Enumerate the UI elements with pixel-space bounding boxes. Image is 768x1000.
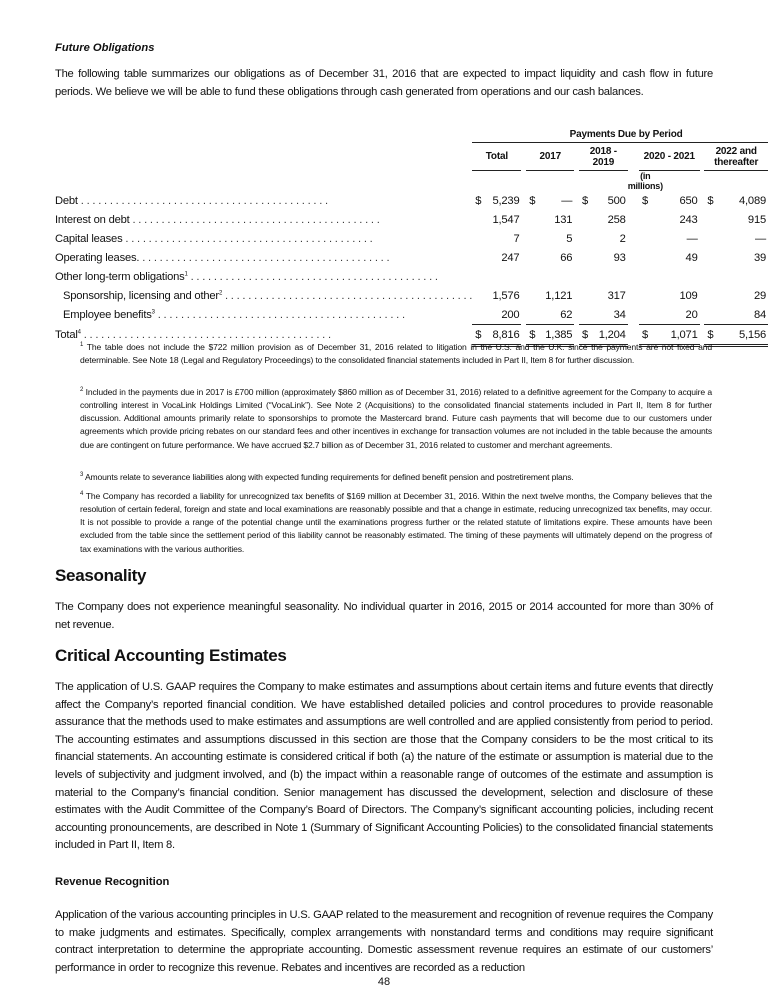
cell-value: 7: [513, 232, 520, 245]
cell-value: 1,071: [663, 325, 700, 346]
currency-sign: [704, 286, 718, 305]
currency-sign: [579, 305, 593, 325]
cell-value: 2: [619, 232, 626, 245]
cell-value: 650: [679, 194, 698, 207]
cell-value: 1,121: [545, 289, 573, 302]
row-label: Capital leases: [55, 232, 123, 245]
row-label: Employee benefits: [63, 308, 152, 321]
cell-value: 247: [501, 251, 520, 264]
currency-sign: [579, 248, 593, 267]
col-header: 2022 and thereafter: [704, 143, 768, 171]
cell-value: —: [561, 194, 573, 207]
footnote-ref: 3: [151, 309, 155, 316]
footnote-text: The Company has recorded a liability for unrecognized tax benefits of $169 million at December 31, 2016. Within the next twelve months, the Company believes that the resolution of certain federal, foreign and state and local examinations are reasonably possible and that a change in estimate, reducing unrecognized tax benefits, may occur. It is not possible to provide a range of the potential change until the examinations progress further or the related statute of limitations expire. These amounts have been excluded from the table since the settlement period of this liability cannot be reasonably estimated. The timing of these payments will ultimately depend on the progress of tax examinations with the various authorities.: [80, 490, 712, 554]
cell-value: [540, 267, 574, 286]
cell-value: 5,156: [719, 325, 768, 346]
table-row: [55, 229, 768, 248]
seasonality-paragraph: The Company does not experience meaningful seasonality. No individual quarter in 2016, 2015 or 2014 accounted for more than 30% of net revenue.: [55, 601, 713, 631]
future-obligations-heading: Future Obligations: [55, 42, 155, 54]
footnote: [80, 384, 712, 452]
currency-sign: [526, 286, 540, 305]
cell-value: 62: [560, 308, 573, 321]
cell-value: 200: [501, 308, 520, 321]
cell-value: 1,547: [492, 213, 520, 226]
currency-sign: [472, 305, 486, 325]
currency-sign: [579, 210, 593, 229]
currency-sign: [639, 305, 663, 325]
footnote-ref: 2: [218, 289, 223, 296]
revenue-recognition-heading: Revenue Recognition: [55, 876, 170, 888]
currency-sign: [579, 229, 593, 248]
row-label: Total: [55, 329, 78, 341]
currency-sign: $: [472, 325, 486, 346]
footnote-ref: 1: [184, 270, 188, 277]
leader-dots: . . . . . . . . . . . . . . . . . . . . . . . . . . . . . . . . . . . . . . . . . . .: [77, 194, 328, 207]
currency-sign: $: [707, 194, 714, 207]
seasonality-heading: Seasonality: [55, 566, 147, 585]
currency-sign: [639, 267, 663, 286]
footnote: [80, 469, 712, 484]
row-label: Debt: [55, 194, 78, 207]
cell-value: 500: [607, 194, 626, 207]
currency-sign: [704, 267, 718, 286]
row-label: Other long-term obligations: [55, 270, 185, 283]
page-number: 48: [377, 976, 391, 988]
currency-sign: [472, 229, 486, 248]
cell-value: 5: [566, 232, 573, 245]
row-label: Operating leases.: [55, 251, 140, 264]
currency-sign: [472, 267, 486, 286]
currency-sign: [526, 210, 540, 229]
footnote-text: Included in the payments due in 2017 is £700 million (approximately $860 million as of December 31, 2016) related to a definitive agreement for the Company to acquire a controlling interest in VocaLink Holdings Limited (“VocaLink”). See Note 2 (Acquisitions) to the consolidated financial statements included in Part II, Item 8 for further discussion. Additional amounts primarily relate to sponsorships to promote the Mastercard brand. Future cash payments that will become due to our customers under agreements which provide pricing rebates on our standard fees and other incentives in exchange for transaction volumes are not included in the table because the amounts due are contingent on future performance. We have accrued $2.7 billion as of December 31, 2016 related to customer and merchant agreements.: [80, 386, 712, 450]
footnote-text: The table does not include the $722 million provision as of December 31, 2016 related to litigation in the U.S. and the U.K. since the payments are not fixed and determinable. See Note 18 (Legal and Regulatory Proceedings) to the consolidated financial statements included in Part II, Item 8 for further discussion.: [80, 341, 712, 366]
footnote-number: 2: [80, 387, 84, 393]
footnote-number: 3: [80, 472, 84, 478]
cell-value: 49: [685, 251, 698, 264]
cell-value: 258: [607, 213, 626, 226]
cell-value: 4,089: [739, 194, 766, 207]
footnote-number: 1: [80, 342, 84, 348]
currency-sign: $: [639, 325, 663, 346]
leader-dots: . . . . . . . . . . . . . . . . . . . . . . . . . . . . . . . . . . . . . . . . . . .: [129, 213, 380, 226]
critical-estimates-heading: Critical Accounting Estimates: [55, 646, 287, 665]
currency-sign: $: [641, 194, 648, 207]
leader-dots: . . . . . . . . . . . . . . . . . . . . . . . . . . . . . . . . . . . . . . . . . . .: [122, 232, 373, 245]
currency-sign: [526, 305, 540, 325]
cell-value: 84: [753, 308, 766, 321]
footnote: [80, 488, 712, 556]
cell-value: 915: [747, 213, 766, 226]
currency-sign: $: [526, 325, 540, 346]
table-row: [55, 210, 768, 229]
critical-estimates-paragraph: The application of U.S. GAAP requires the Company to make estimates and assumptions about certain items and future events that directly affect the Company’s reported financial condition. We have established detailed policies and control procedures to provide reasonable assurance that the methods used to make estimates and assumptions are well controlled and are applied consistently from period to period. The accounting estimates and assumptions discussed in this section are those that the Company considers to be the most critical to its financial statements. An accounting estimate is considered critical if both (a) the nature of the estimate or assumption is material due to the levels of subjectivity and judgment involved, and (b) the impact within a reasonable range of outcomes of the estimate and assumption is material to the Company’s financial condition. Senior management has discussed the development, selection and disclosure of these estimates with the Audit Committee of the Company’s Board of Directors. The Company’s significant accounting policies, including recent accounting pronouncements, are described in Note 1 (Summary of Significant Accounting Policies) to the consolidated financial statements included in Part II, Item 8.: [55, 681, 713, 852]
currency-sign: [704, 305, 718, 325]
currency-sign: [639, 210, 663, 229]
currency-sign: [472, 286, 486, 305]
currency-sign: [472, 248, 486, 267]
row-label: Sponsorship, licensing and other: [63, 289, 219, 302]
currency-sign: [579, 286, 593, 305]
cell-value: 1,204: [593, 325, 628, 346]
currency-sign: [579, 267, 593, 286]
cell-value: 1,385: [540, 325, 574, 346]
future-obligations-paragraph: The following table summarizes our obligations as of December 31, 2016 that are expected to impact liquidity and cash flow in future periods. We believe we will be able to fund these obligations through cash generated from operations and our cash balances.: [55, 68, 713, 98]
footnote-text: Amounts relate to severance liabilities along with expected funding requirements for defined benefit pension and postretirement plans.: [84, 471, 574, 482]
cell-value: 1,576: [492, 289, 520, 302]
cell-value: [593, 267, 628, 286]
currency-sign: [704, 248, 718, 267]
currency-sign: $: [529, 194, 536, 207]
footnote-ref: 4: [77, 329, 81, 336]
col-header: 2020 - 2021: [639, 143, 700, 171]
leader-dots: . . . . . . . . . . . . . . . . . . . . . . . . . . . . . . . . . . . . . . . . . . .: [187, 270, 438, 283]
currency-sign: $: [582, 194, 589, 207]
revenue-recognition-paragraph: Application of the various accounting principles in U.S. GAAP related to the measurement and recognition of revenue requires the Company to make judgments and estimates. Specifically, complex arrangements with nonstandard terms and conditions may require significant contract interpretation to determine the appropriate accounting. Domestic assessment revenue requires an estimate of our customers’ performance in order to recognize this revenue. Rebates and incentives are recorded as a reduction: [55, 909, 713, 974]
cell-value: 243: [679, 213, 698, 226]
col-header: 2017: [526, 143, 574, 171]
cell-value: 5,239: [492, 194, 520, 207]
footnote-number: 4: [80, 491, 84, 497]
cell-value: 93: [613, 251, 626, 264]
currency-sign: [639, 229, 663, 248]
cell-value: 8,816: [486, 325, 522, 346]
row-label: Interest on debt: [55, 213, 130, 226]
cell-value: [663, 267, 700, 286]
currency-sign: [639, 248, 663, 267]
cell-value: 317: [607, 289, 626, 302]
units-label: (in millions): [627, 171, 663, 191]
footnote: [80, 339, 712, 367]
leader-dots: . . . . . . . . . . . . . . . . . . . . . . . . . . . . . . . . . . . . . . . . . . .: [154, 308, 405, 321]
table-row: [55, 248, 768, 267]
col-header: Total: [472, 143, 521, 171]
leader-dots: . . . . . . . . . . . . . . . . . . . . . . . . . . . . . . . . . . . . . . . . . . .: [222, 289, 473, 302]
cell-value: [719, 267, 768, 286]
cell-value: 34: [613, 308, 626, 321]
cell-value: 20: [685, 308, 698, 321]
currency-sign: $: [704, 325, 718, 346]
cell-value: 29: [753, 289, 766, 302]
currency-sign: [472, 210, 486, 229]
cell-value: [486, 267, 522, 286]
cell-value: —: [755, 232, 766, 245]
currency-sign: [704, 210, 718, 229]
currency-sign: [704, 229, 718, 248]
table-row: [55, 305, 768, 325]
cell-value: 131: [554, 213, 573, 226]
cell-value: —: [686, 232, 698, 245]
cell-value: 109: [679, 289, 698, 302]
currency-sign: [526, 229, 540, 248]
table-row: [55, 191, 768, 210]
table-row: [55, 286, 768, 305]
obligations-table: [55, 126, 768, 347]
leader-dots: . . . . . . . . . . . . . . . . . . . . . . . . . . . . . . . . . . . . . . . . . . .: [139, 251, 390, 264]
col-header: 2018 - 2019: [579, 143, 628, 171]
table-row: [55, 267, 768, 286]
currency-sign: $: [475, 194, 482, 207]
group-header: Payments Due by Period: [472, 126, 768, 143]
currency-sign: [526, 267, 540, 286]
cell-value: 66: [560, 251, 573, 264]
currency-sign: $: [579, 325, 593, 346]
currency-sign: [526, 248, 540, 267]
cell-value: 39: [753, 251, 766, 264]
currency-sign: [639, 286, 663, 305]
leader-dots: . . . . . . . . . . . . . . . . . . . . . . . . . . . . . . . . . . . . . . . . . . .: [80, 329, 331, 341]
